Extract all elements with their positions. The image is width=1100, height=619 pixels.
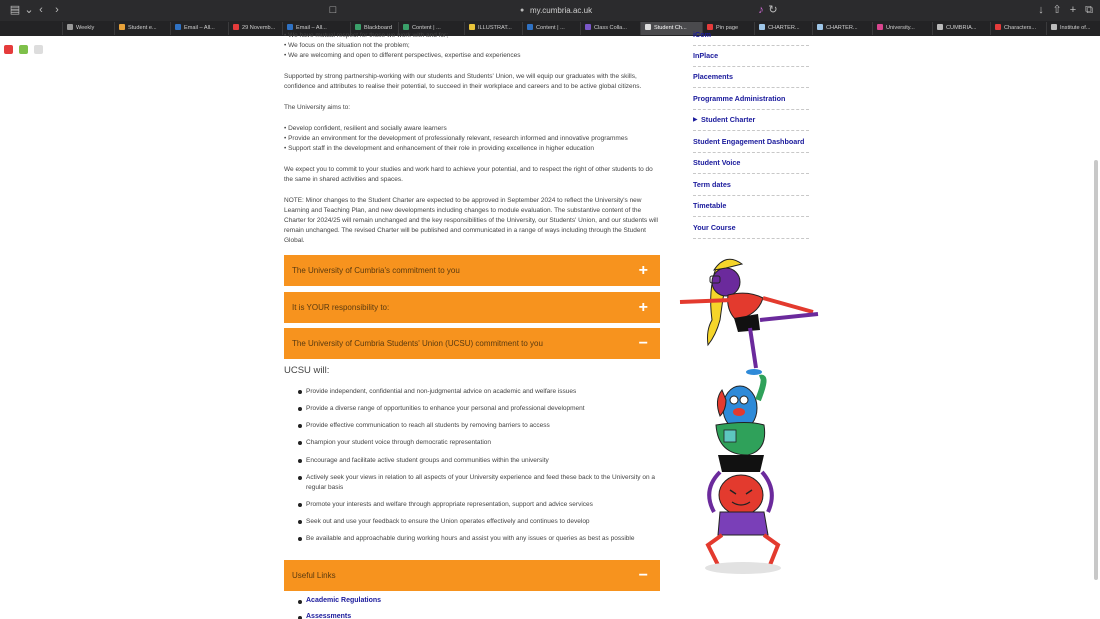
aims-heading: The University aims to: bbox=[284, 104, 351, 111]
new-tab-icon[interactable]: + bbox=[1069, 4, 1077, 16]
sidebar-toggle-icon[interactable]: ▤ bbox=[9, 4, 21, 16]
page-scrollbar[interactable] bbox=[1094, 160, 1098, 580]
sidebar-item-student-voice[interactable]: Student Voice bbox=[693, 158, 741, 167]
divider bbox=[693, 238, 809, 239]
sidebar-item-your-course[interactable]: Your Course bbox=[693, 223, 736, 232]
accordion-label: Useful Links bbox=[292, 571, 336, 580]
tab[interactable]: Content | ... bbox=[398, 22, 464, 35]
tab[interactable]: Blackboard bbox=[350, 22, 398, 35]
tab[interactable]: Institute of... bbox=[1046, 22, 1100, 35]
triangle-right-icon: ▶ bbox=[693, 117, 698, 123]
minus-icon[interactable]: − bbox=[638, 567, 648, 584]
audio-icon[interactable]: ♪ bbox=[758, 4, 764, 16]
tab[interactable]: Email – All... bbox=[170, 22, 228, 35]
accordion-label: The University of Cumbria Students' Union (UCSU) commitment to you bbox=[292, 339, 543, 348]
divider bbox=[693, 130, 809, 131]
list-item: Champion your student voice through democratic representation bbox=[306, 438, 660, 448]
tab[interactable]: University... bbox=[872, 22, 932, 35]
tab[interactable]: Student e... bbox=[114, 22, 170, 35]
divider bbox=[693, 216, 809, 217]
divider bbox=[693, 87, 809, 88]
address-bar[interactable] bbox=[520, 5, 610, 17]
list-item: Seek out and use your feedback to ensure the Union operates effectively and continues to develop bbox=[306, 517, 660, 527]
list-item: Encourage and facilitate active student groups and communities within the university bbox=[306, 456, 660, 466]
aim-item: • Develop confident, resilient and socially aware learners bbox=[284, 125, 447, 132]
page-icon[interactable]: □ bbox=[329, 4, 337, 16]
list-item: Actively seek your views in relation to all aspects of your University experience and feed these back to the University on a regular basis bbox=[306, 473, 660, 493]
accordion-your-responsibility[interactable] bbox=[284, 292, 660, 323]
plus-icon[interactable]: + bbox=[638, 262, 648, 279]
accordion-useful-links[interactable] bbox=[284, 560, 660, 591]
note-paragraph: NOTE: Minor changes to the Student Charter are expected to be approved in September 2024 to reflect the University's new Learning and Teaching Plan, and new developments including changes to module evaluation. The substantive content of the Charter for 2024/25 will remain unchanged and the key responsibilities of the University, our Students' Union, and our students will remain unchanged. The revised Charter will be published and communicated in a range of ways including through the Student Global. bbox=[284, 197, 658, 244]
browser-toolbar bbox=[0, 0, 1100, 21]
ucsu-title: UCSU will: bbox=[284, 365, 330, 376]
accordion-label: The University of Cumbria's commitment to you bbox=[292, 266, 460, 275]
sidebar-item-inplace[interactable]: InPlace bbox=[693, 51, 719, 60]
accordion-ucsu-commitment[interactable] bbox=[284, 328, 660, 359]
partnership-paragraph: Supported by strong partnership-working with our students and Students' Union, we will equip our graduates with the skills, confidence and attributes to realise their potential, to succeed in their workplace and careers and to be active global citizens. bbox=[284, 73, 642, 90]
tab[interactable]: 29 Novemb... bbox=[228, 22, 282, 35]
sidebar-item-term-dates[interactable]: Term dates bbox=[693, 180, 731, 189]
sidebar-item-student-charter[interactable]: Student Charter bbox=[701, 115, 756, 124]
sidebar-item-programme-administration[interactable]: Programme Administration bbox=[693, 94, 786, 103]
link-assessments[interactable]: Assessments bbox=[306, 613, 352, 619]
stacked-characters-illustration bbox=[668, 250, 828, 580]
tab[interactable]: ILLUSTRAT... bbox=[464, 22, 522, 35]
pinned-tab-3[interactable] bbox=[34, 45, 43, 54]
plus-icon[interactable]: + bbox=[638, 299, 648, 316]
divider bbox=[693, 195, 809, 196]
chevron-down-icon[interactable]: ⌄ bbox=[24, 4, 34, 16]
tab[interactable]: Pin page bbox=[702, 22, 754, 35]
pinned-tab-1[interactable] bbox=[4, 45, 13, 54]
tab[interactable]: CHARTER... bbox=[812, 22, 872, 35]
list-item: Be available and approachable during working hours and assist you with any issues or queries as best as possible bbox=[306, 534, 660, 544]
divider bbox=[693, 45, 809, 46]
tab[interactable]: CUMBRIA... bbox=[932, 22, 990, 35]
tab-active[interactable]: Student Ch... bbox=[640, 22, 702, 35]
tab[interactable]: Email – All... bbox=[282, 22, 350, 35]
tab-overview-icon[interactable]: ⧉ bbox=[1085, 4, 1093, 16]
url-text: my.cumbria.ac.uk bbox=[530, 6, 593, 15]
list-item: Provide independent, confidential and non-judgmental advice on academic and welfare issues bbox=[306, 387, 660, 397]
list-item: Provide a diverse range of opportunities to enhance your personal and professional development bbox=[306, 404, 660, 414]
download-icon[interactable]: ↓ bbox=[1038, 4, 1044, 16]
aim-item: • Provide an environment for the development of professionally relevant, research informed and innovative programmes bbox=[284, 135, 628, 142]
sidebar-item-placements[interactable]: Placements bbox=[693, 72, 733, 81]
reload-icon[interactable]: ↻ bbox=[768, 4, 778, 16]
back-icon[interactable]: ‹ bbox=[39, 4, 43, 16]
divider bbox=[693, 173, 809, 174]
top-bullet: • We have mutual respect for those we work with and for; bbox=[284, 32, 449, 39]
sidebar-item-icom[interactable]: iCom bbox=[693, 30, 711, 39]
sidebar-item-student-engagement-dashboard[interactable]: Student Engagement Dashboard bbox=[693, 137, 805, 146]
tab[interactable]: Weekly bbox=[62, 22, 114, 35]
divider bbox=[693, 152, 809, 153]
list-item: Provide effective communication to reach all students by removing barriers to access bbox=[306, 421, 660, 431]
tab[interactable]: Content | ... bbox=[522, 22, 580, 35]
list-item: Promote your interests and welfare through appropriate representation, support and advice services bbox=[306, 500, 660, 510]
sidebar-item-timetable[interactable]: Timetable bbox=[693, 201, 727, 210]
share-icon[interactable]: ⇧ bbox=[1052, 4, 1062, 16]
top-bullet: • We focus on the situation not the problem; bbox=[284, 42, 410, 49]
aim-item: • Support staff in the development and enhancement of their role in providing excellence in higher education bbox=[284, 145, 595, 152]
top-bullet: • We are welcoming and open to different perspectives, expertise and experiences bbox=[284, 52, 521, 59]
expect-paragraph: We expect you to commit to your studies and work hard to achieve your potential, and to respect the right of other students to do the same in shared activities and spaces. bbox=[284, 166, 653, 183]
accordion-university-commitment[interactable] bbox=[284, 255, 660, 286]
divider bbox=[693, 66, 809, 67]
tab[interactable]: Characters... bbox=[990, 22, 1046, 35]
minus-icon[interactable]: − bbox=[638, 335, 648, 352]
accordion-label: It is YOUR responsibility to: bbox=[292, 303, 390, 312]
lock-icon: ● bbox=[520, 7, 525, 14]
pinned-tab-2[interactable] bbox=[19, 45, 28, 54]
divider bbox=[693, 109, 809, 110]
tab[interactable]: Class Colla... bbox=[580, 22, 640, 35]
forward-icon[interactable]: › bbox=[55, 4, 59, 16]
link-academic-regulations[interactable]: Academic Regulations bbox=[306, 597, 382, 604]
tab[interactable]: CHARTER... bbox=[754, 22, 812, 35]
